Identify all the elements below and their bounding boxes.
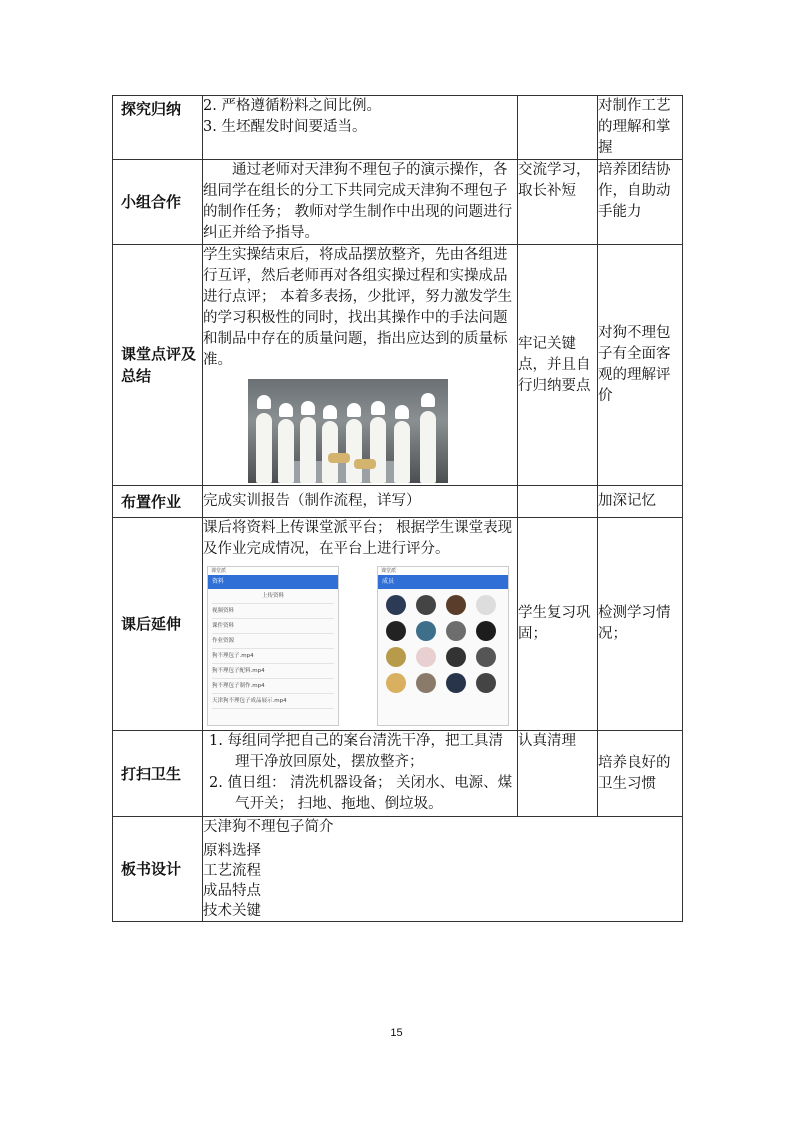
group-content: 通过老师对天津狗不理包子的演示操作，各组同学在组长的分工下共同完成天津狗不理包子的制作任务； 教师对学生制作中出现的问题进行纠正并给予指导。: [203, 160, 518, 245]
app-screenshot-members: 课堂派 成员: [377, 566, 509, 726]
app-screenshot-materials: 课堂派 资料 上传资料 视频资料 课件资料 作业资源 狗不理包子.mp4 狗不理包子配料.mp4 狗不理包子制作.mp4 天津狗不理包子成品展示.mp4: [207, 566, 339, 726]
page-number: 15: [390, 1027, 403, 1039]
cleaning-activity: 认真清理: [518, 731, 598, 817]
app-screenshots: [207, 566, 517, 726]
label-homework: 布置作业: [113, 486, 203, 518]
cleaning-item: 2. 值日组： 清洗机器设备； 关闭水、电源、煤气开关； 扫地、拖地、倒垃圾。: [209, 775, 513, 812]
cleaning-item: 1. 每组同学把自己的案台清洗干净，把工具清理干净放回原处，摆放整齐；: [209, 733, 503, 770]
extension-purpose: 检测学习情况；: [598, 518, 683, 731]
board-design-content: [203, 817, 683, 922]
board-line: 天津狗不理包子简介: [203, 819, 334, 835]
classroom-photo: [248, 379, 448, 483]
inquiry-content: [203, 96, 518, 160]
row-board: [113, 817, 683, 922]
row-group: [113, 160, 683, 245]
member-avatar-grid: [378, 589, 508, 699]
cleaning-content: [203, 731, 518, 817]
review-purpose: 对狗不理包子有全面客观的理解评价: [598, 245, 683, 486]
group-activity: 交流学习，取长补短: [518, 160, 598, 245]
label-review: 课堂点评及总结: [113, 245, 203, 486]
review-activity: 牢记关键点，并且自行归纳要点: [518, 245, 598, 486]
row-inquiry: [113, 96, 683, 160]
inquiry-activity: [518, 96, 598, 160]
label-board: 板书设计: [113, 817, 203, 922]
row-cleaning: [113, 731, 683, 817]
board-line: 工艺流程: [203, 863, 261, 879]
lesson-plan-table: [112, 95, 683, 922]
row-homework: [113, 486, 683, 518]
row-extension: [113, 518, 683, 731]
inquiry-item: 3. 生坯醒发时间要适当。: [203, 119, 367, 135]
review-content: [203, 245, 518, 486]
extension-activity: 学生复习巩固；: [518, 518, 598, 731]
extension-content: [203, 518, 518, 731]
homework-purpose: 加深记忆: [598, 486, 683, 518]
board-line: 成品特点: [203, 883, 261, 899]
row-review: [113, 245, 683, 486]
inquiry-purpose: 对制作工艺的理解和掌握: [598, 96, 683, 160]
label-group: 小组合作: [113, 160, 203, 245]
extension-text: 课后将资料上传课堂派平台； 根据学生课堂表现及作业完成情况，在平台上进行评分。: [203, 520, 513, 557]
board-line: 技术关键: [203, 903, 261, 919]
inquiry-item: 2. 严格遵循粉料之间比例。: [203, 98, 381, 114]
label-extension: 课后延伸: [113, 518, 203, 731]
homework-activity: [518, 486, 598, 518]
review-text: 学生实操结束后，将成品摆放整齐，先由各组进行互评，然后老师再对各组实操过程和实操成品进行点评； 本着多表扬，少批评，努力激发学生的学习积极性的同时，找出其操作中的手法问题和制品中存在的质量问题，指出应达到的质量标准。: [203, 247, 513, 368]
label-cleaning: 打扫卫生: [113, 731, 203, 817]
cleaning-purpose: 培养良好的卫生习惯: [598, 731, 683, 817]
homework-content: 完成实训报告（制作流程，详写）: [203, 486, 518, 518]
board-line: 原料选择: [203, 843, 261, 859]
group-purpose: 培养团结协作，自助动手能力: [598, 160, 683, 245]
label-inquiry: 探究归纳: [113, 96, 203, 160]
